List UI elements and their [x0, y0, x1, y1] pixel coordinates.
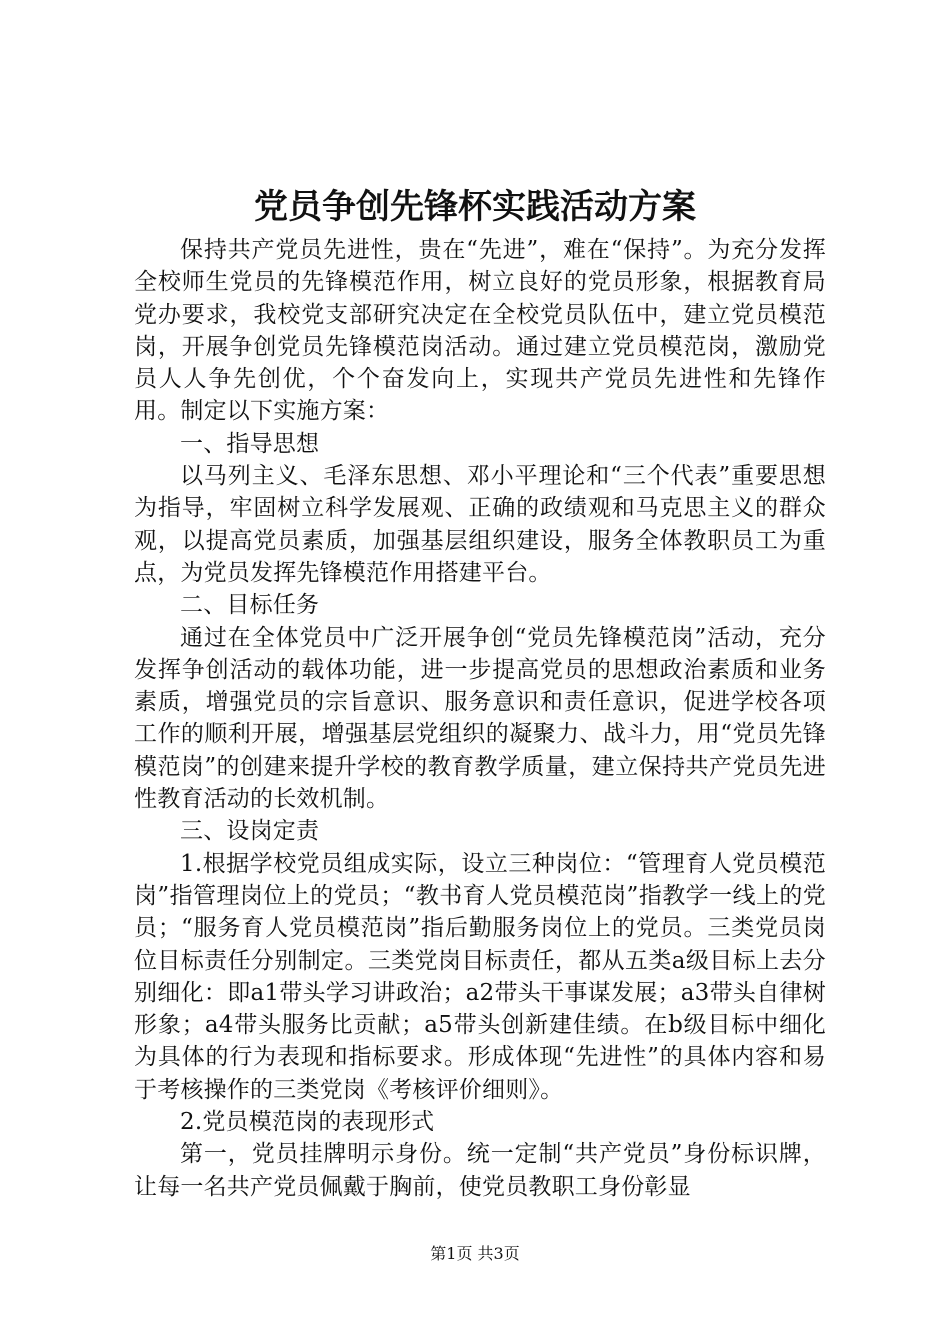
goals-paragraph: 通过在全体党员中广泛开展争创“党员先锋模范岗”活动，充分发挥争创活动的载体功能，进一步提高党员的思想政治素质和业务素质，增强党员的宗旨意识、服务意识和责任意识，促进学校各项工作的顺利开展，增强基层党组织的凝聚力、战斗力，用“党员先锋模范岗”的创建来提升学校的教育教学质量，建立保持共产党员先进性教育活动的长效机制。: [134, 624, 826, 813]
intro-paragraph: 保持共产党员先进性，贵在“先进”，难在“保持”。为充分发挥全校师生党员的先锋模范作用，树立良好的党员形象，根据教育局党办要求，我校党支部研究决定在全校党员队伍中，建立党员模范岗，开展争创党员先锋模范岗活动。通过建立党员模范岗，激励党员人人争先创优，个个奋发向上，实现共产党员先进性和先锋作用。制定以下实施方案：: [134, 237, 826, 425]
subsection-heading-forms: 2.党员模范岗的表现形式: [180, 1109, 435, 1136]
guiding-ideology-paragraph: 以马列主义、毛泽东思想、邓小平理论和“三个代表”重要思想为指导，牢固树立科学发展观、正确的政绩观和马克思主义的群众观，以提高党员素质，加强基层组织建设，服务全体教职员工为重点，为党员发挥先锋模范作用搭建平台。: [134, 463, 826, 586]
document-title: 党员争创先锋杯实践活动方案: [254, 187, 696, 227]
document-body: [134, 234, 826, 1203]
forms-paragraph: 第一，党员挂牌明示身份。统一定制“共产党员”身份标识牌，让每一名共产党员佩戴于胸前，使党员教职工身份彰显: [134, 1141, 826, 1200]
positions-paragraph: 1.根据学校党员组成实际，设立三种岗位：“管理育人党员模范岗”指管理岗位上的党员；“教书育人党员模范岗”指教学一线上的党员；“服务育人党员模范岗”指后勤服务岗位上的党员。三类党员岗位目标责任分别制定。三类党岗目标责任，都从五类a级目标上去分别细化：即a1带头学习讲政治；a2带头干事谋发展；a3带头自律树形象；a4带头服务比贡献；a5带头创新建佳绩。在b级目标中细化为具体的行为表现和指标要求。形成体现“先进性”的具体内容和易于考核操作的三类党岗《考核评价细则》。: [134, 850, 826, 1103]
section-heading-goals: 二、目标任务: [180, 592, 320, 619]
section-heading-guiding-ideology: 一、指导思想: [180, 430, 320, 457]
section-heading-positions: 三、设岗定责: [180, 818, 320, 845]
page-footer: 第1页 共3页: [430, 1244, 520, 1263]
